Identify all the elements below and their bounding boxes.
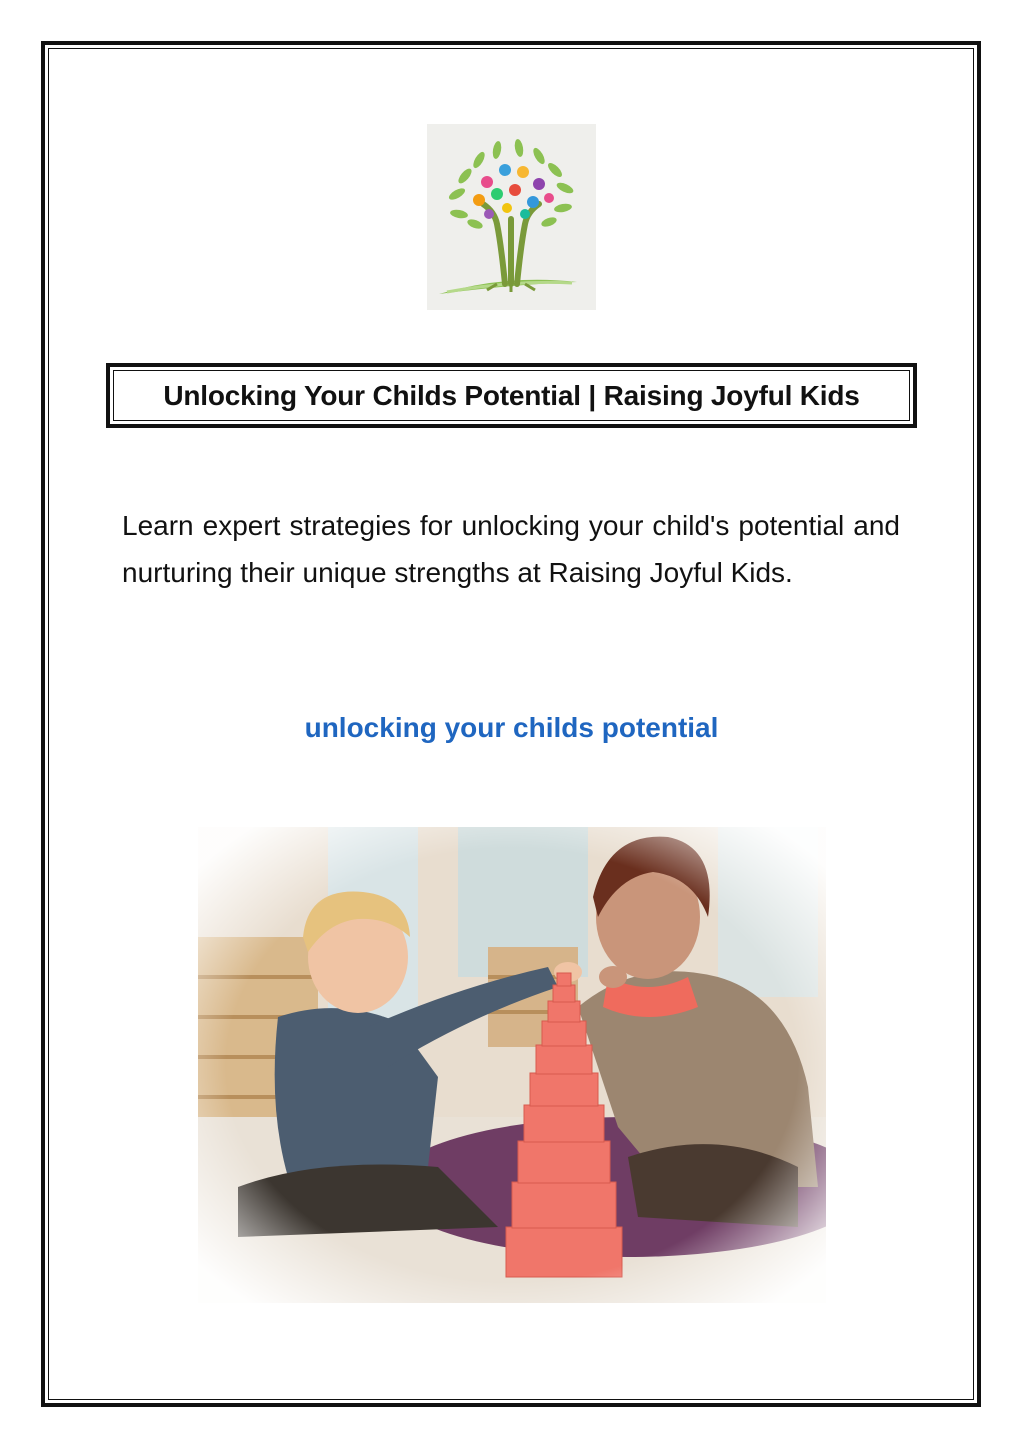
description-paragraph: Learn expert strategies for unlocking your child's potential and nurturing their unique strengths at Raising Joyful Kids. bbox=[122, 510, 900, 588]
tree-of-hands-logo-icon bbox=[427, 124, 596, 310]
title-box bbox=[106, 363, 917, 428]
page-title: Unlocking Your Childs Potential | Raising Joyful Kids bbox=[163, 379, 860, 411]
photo-child-and-teacher bbox=[198, 827, 826, 1303]
keyword-link[interactable]: unlocking your childs potential bbox=[304, 712, 719, 743]
